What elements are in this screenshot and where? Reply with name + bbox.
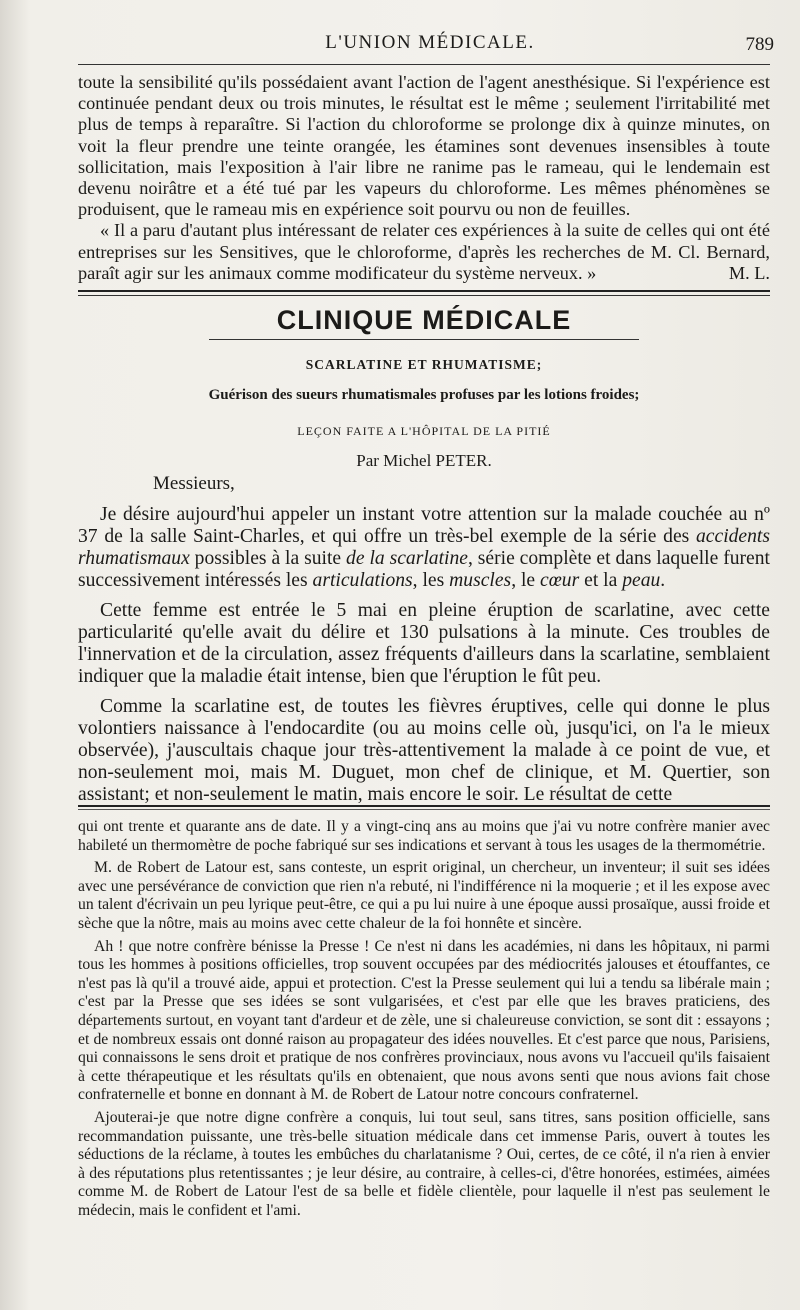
article-subtitle: SCARLATINE ET RHUMATISME; xyxy=(305,357,543,373)
lecture-p1-part: Je désire aujourd'hui appeler un instant votre attention sur la malade couchée au nº 37 de la salle Saint-Charles, et qui offre un très-bel exemple de la série des xyxy=(78,504,770,548)
lecture-venue: LEÇON FAITE A L'HÔPITAL DE LA PITIÉ xyxy=(297,423,551,438)
section-rule-thin xyxy=(78,295,770,296)
lecture-text xyxy=(78,504,770,806)
footnote-text xyxy=(78,818,770,1224)
section-rule xyxy=(78,290,770,292)
intro-paragraph-2 xyxy=(78,220,770,284)
lecture-p1-part: et la xyxy=(579,570,623,592)
intro-paragraph-1: toute la sensibilité qu'ils possédaient avant l'action de l'agent anesthésique. Si l'expérience est continuée pendant deux ou trois minutes, le résultat est le même ; seulement l'irritabilité met plus de temps à reparaître. Si l'action du chloroforme se prolonge dix à quinze minutes, on voit la fleur prendre une teinte orangée, les étamines sont devenues insensibles à toute sollicitation, mais l'exposition à l'air libre ne ranime pas le rameau, qui le lendemain est devenu noirâtre et a été tué par les vapeurs du chloroforme. Les mêmes phénomènes se produisent, que le rameau mis en expérience soit pourvu ou non de feuilles. xyxy=(78,72,770,220)
intro-signature: M. L. xyxy=(728,262,770,283)
section-title: CLINIQUE MÉDICALE xyxy=(276,305,572,336)
lecture-paragraph-2: Cette femme est entrée le 5 mai en pleine éruption de scarlatine, avec cette particularité qu'elle avait du délire et 130 pulsations à la minute. Ces troubles de l'innervation et de la circulation, assez fréquents d'ailleurs dans la scarlatine, semblaient indiquer que la maladie était intense, bien que l'éruption le fût peu. xyxy=(78,600,770,688)
lecture-p1-emphasis: cœur xyxy=(540,570,580,592)
lecture-paragraph-3: Comme la scarlatine est, de toutes les fièvres éruptives, celle qui donne le plus volontiers naissance à l'endocardite (ou au moins celle où, jusqu'ici, on l'a le mieux observée), j'auscultais chaque jour très-attentivement la malade à ce point de vue, et non-seulement moi, mais M. Duguet, mon chef de clinique, et M. Quertier, son assistant; et non-seulement le matin, mais encore le soir. Le résultat de cette xyxy=(78,696,770,806)
lecture-p1-part: , le xyxy=(511,570,541,592)
lecture-p1-part: possibles à la suite xyxy=(189,548,347,570)
lecture-p1-part: , les xyxy=(412,570,450,592)
footnote-rule-thin xyxy=(78,809,770,810)
title-underline xyxy=(209,339,639,340)
lecture-p1-emphasis: de la scarlatine xyxy=(346,548,468,570)
header-rule xyxy=(78,64,770,65)
footnote-paragraph-3: Ah ! que notre confrère bénisse la Presse ! Ce n'est ni dans les académies, ni dans les hôpitaux, ni parmi tous les hommes à positions officielles, trop souvent occupées par des médiocrités jalouses et étouffantes, ce n'est pas là qu'il a trouvé aide, appui et protection. C'est la Presse seulement qui lui a tendu sa libérale main ; c'est par la Presse que ses idées se sont vulgarisées, et c'est par elle que les braves praticiens, des départements surtout, en voyant tant d'ardeur et de zèle, une si chaleureuse conviction, se sont dit : essayons ; et de nombreux essais ont donné raison au propagateur des idées nouvelles. Et c'est parce que nous, Parisiens, qui connaissons le sens droit et pratique de nos confrères provinciaux, nous avons vu l'accueil qu'ils faisaient à cette thérapeutique et les résultats qu'ils en obtenaient, que nous avons senti que nous avions fait chose confraternelle et bonne en donnant à M. de Robert de Latour notre concours confraternel. xyxy=(78,937,770,1104)
intro-paragraph-2-text: « Il a paru d'autant plus intéressant de relater ces expériences à la suite de celles qui ont été entreprises sur les Sensitives, que le chloroforme, d'après les recherches de M. Cl. Bernard, paraît agir sur les animaux comme modificateur du système nerveux. » xyxy=(78,220,770,283)
lecture-p1-part: . xyxy=(660,570,666,592)
footnote-paragraph-1: qui ont trente et quarante ans de date. Il y a vingt-cinq ans au moins que j'ai vu notre confrère manier avec habileté un thermomètre de poche fabriqué sur ses indications et servant à tous les usages de la thermométrie. xyxy=(78,818,770,854)
author-line: Par Michel PETER. xyxy=(356,450,492,470)
lecture-p1-emphasis: muscles xyxy=(449,570,512,592)
page-header xyxy=(80,28,780,62)
main-text xyxy=(78,72,770,814)
running-title: L'UNION MÉDICALE. xyxy=(325,32,535,53)
lecture-paragraph-1 xyxy=(78,504,770,592)
lecture-p1-part: , série complète et dans laquelle furent successivement intéressés les xyxy=(78,548,770,592)
lecture-p1-emphasis: accidents rhumatismaux xyxy=(78,526,770,570)
footnote-rule xyxy=(78,805,770,807)
page-number: 789 xyxy=(745,34,774,55)
lecture-p1-emphasis: articulations xyxy=(312,570,413,592)
lecture-p1-emphasis: peau xyxy=(622,570,661,592)
article-subsubtitle: Guérison des sueurs rhumatismales profuses par les lotions froides; xyxy=(208,387,640,404)
salutation: Messieurs, xyxy=(153,473,235,495)
footnote-paragraph-2: M. de Robert de Latour est, sans conteste, un esprit original, un chercheur, un inventeur; il suit ses idées avec une persévérance de conviction que rien n'a rebuté, ni l'indifférence ni la moquerie ; et il les expose avec un talent d'écrivain un peu lyrique peut-être, ce qui a pu lui nuire à une époque aussi prosaïque, aussi froide et sèche que la nôtre, mais au moins avec cette chaleur de la foi honnête et sincère. xyxy=(78,859,770,932)
footnote-paragraph-4: Ajouterai-je que notre digne confrère a conquis, lui tout seul, sans titres, sans position officielle, sans recommandation puissante, une très-belle situation médicale dans cet immense Paris, ouvert à toutes les séductions de la réclame, à toutes les embûches du charlatanisme ? Oui, certes, de ce côté, il n'a rien à envier à des réputations plus retentissantes ; je leur désire, au contraire, à celles-ci, d'être honorées, estimées, aimées comme M. de Robert de Latour l'est de sa belle et fidèle clientèle, pour laquelle il n'est pas seulement le médecin, mais le confident et l'ami. xyxy=(78,1108,770,1219)
